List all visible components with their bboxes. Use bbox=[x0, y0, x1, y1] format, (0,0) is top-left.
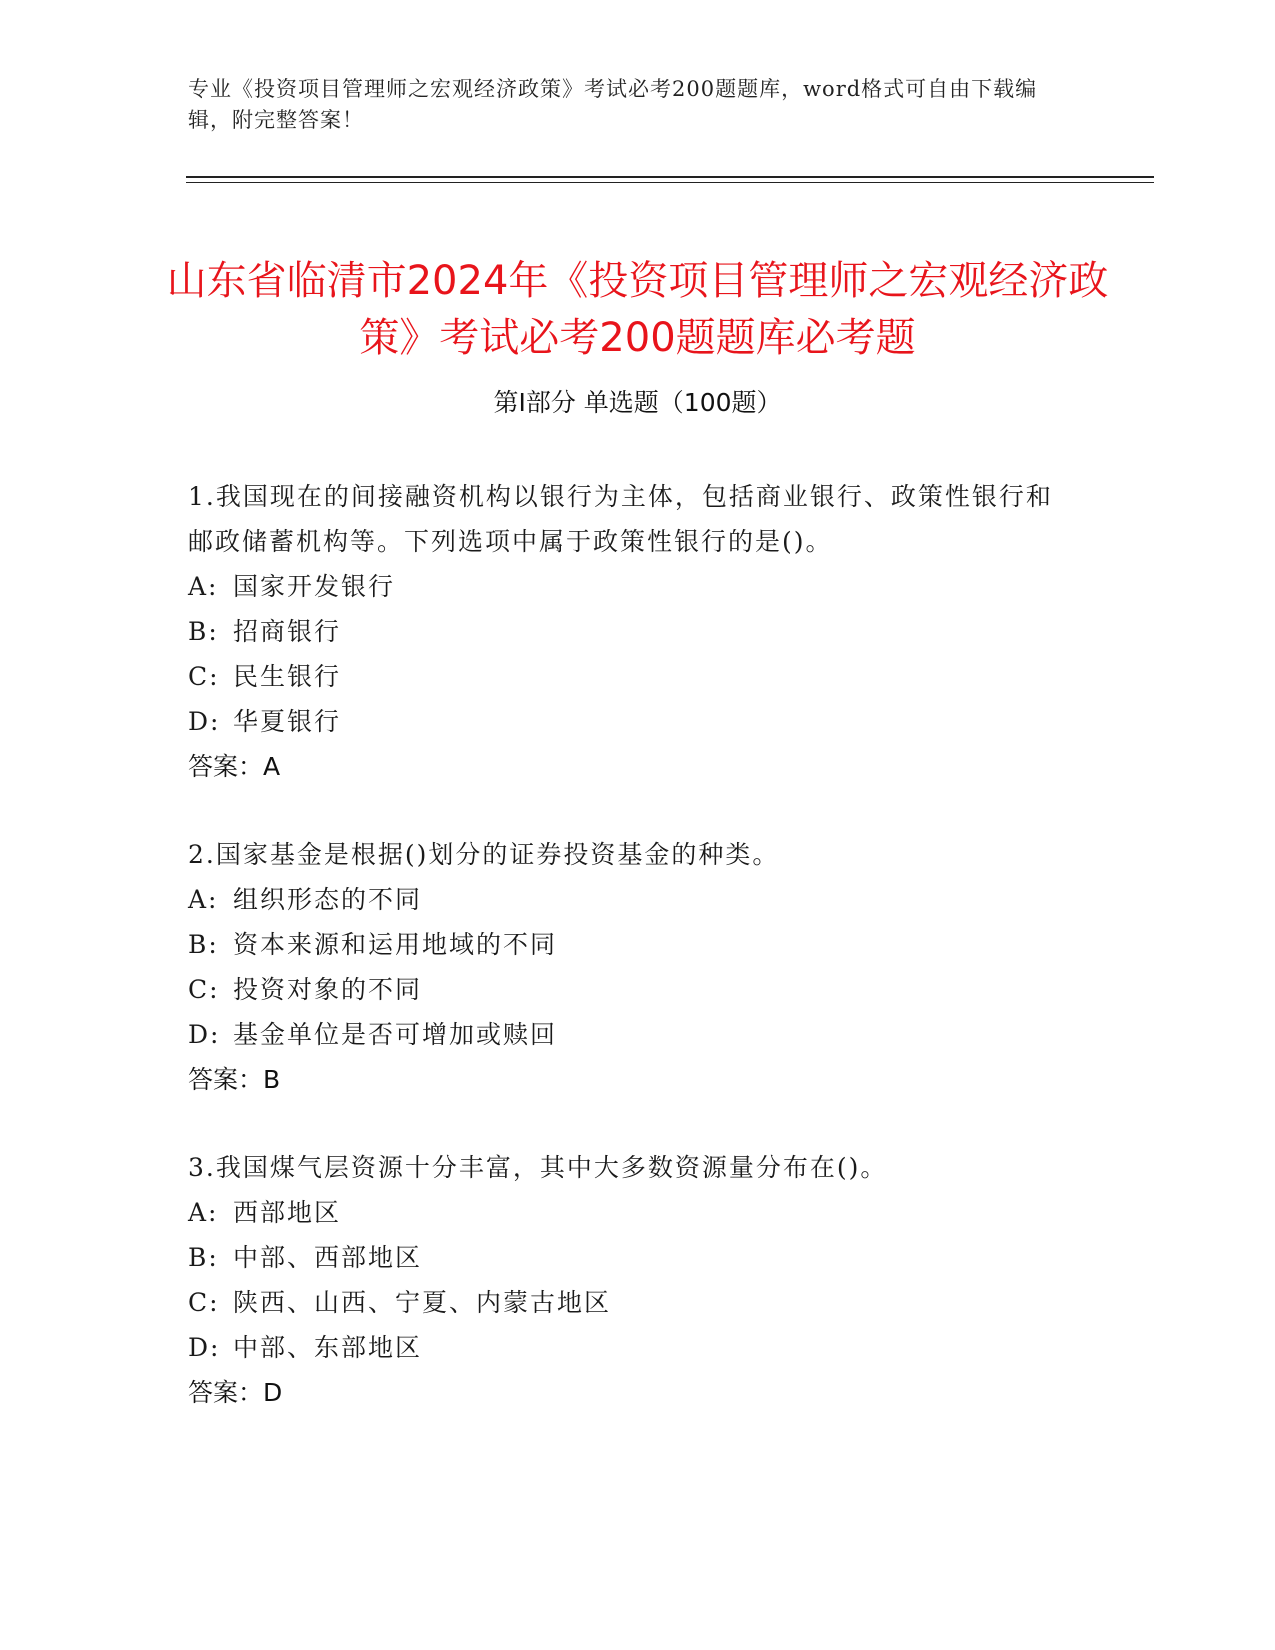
question-1 bbox=[188, 474, 1068, 790]
option-text: 招商银行 bbox=[233, 617, 342, 646]
option-c bbox=[188, 967, 1068, 1012]
option-letter: C: bbox=[188, 662, 220, 691]
option-letter: A: bbox=[188, 572, 219, 601]
document-title: 山东省临清市2024年《投资项目管理师之宏观经济政策》考试必考200题题库必考题 bbox=[166, 257, 1109, 361]
option-letter: D: bbox=[188, 1020, 221, 1049]
header-divider-thin bbox=[186, 182, 1154, 183]
option-a bbox=[188, 1190, 1068, 1235]
option-text: 华夏银行 bbox=[233, 707, 342, 736]
option-letter: C: bbox=[188, 975, 220, 1004]
option-b bbox=[188, 1235, 1068, 1280]
option-text: 国家开发银行 bbox=[233, 572, 396, 601]
option-text: 民生银行 bbox=[233, 662, 342, 691]
option-d bbox=[188, 1325, 1068, 1370]
option-letter: B: bbox=[188, 930, 219, 959]
option-text: 陕西、山西、宁夏、内蒙古地区 bbox=[233, 1288, 612, 1317]
question-list bbox=[188, 474, 1068, 1458]
header-note: 专业《投资项目管理师之宏观经济政策》考试必考200题题库，word格式可自由下载编辑，附完整答案！ bbox=[188, 77, 1038, 132]
option-d bbox=[188, 699, 1068, 744]
option-letter: C: bbox=[188, 1288, 220, 1317]
option-text: 中部、西部地区 bbox=[233, 1243, 423, 1272]
question-3 bbox=[188, 1145, 1068, 1416]
answer-line: 答案：B bbox=[188, 1065, 281, 1094]
question-stem: 2.国家基金是根据()划分的证券投资基金的种类。 bbox=[188, 840, 780, 869]
option-text: 投资对象的不同 bbox=[233, 975, 423, 1004]
option-text: 资本来源和运用地域的不同 bbox=[233, 930, 558, 959]
option-letter: A: bbox=[188, 1198, 219, 1227]
option-a bbox=[188, 564, 1068, 609]
option-letter: B: bbox=[188, 617, 219, 646]
answer-line: 答案：D bbox=[188, 1378, 283, 1407]
option-letter: D: bbox=[188, 1333, 221, 1362]
option-a bbox=[188, 877, 1068, 922]
question-stem: 1.我国现在的间接融资机构以银行为主体，包括商业银行、政策性银行和邮政储蓄机构等。下列选项中属于政策性银行的是()。 bbox=[188, 482, 1053, 556]
option-c bbox=[188, 654, 1068, 699]
option-text: 组织形态的不同 bbox=[233, 885, 423, 914]
section-title: 第Ⅰ部分 单选题（100题） bbox=[493, 388, 782, 417]
option-b bbox=[188, 609, 1068, 654]
option-d bbox=[188, 1012, 1068, 1057]
option-c bbox=[188, 1280, 1068, 1325]
question-stem: 3.我国煤气层资源十分丰富，其中大多数资源量分布在()。 bbox=[188, 1153, 888, 1182]
option-letter: D: bbox=[188, 707, 221, 736]
option-b bbox=[188, 922, 1068, 967]
header-divider-thick bbox=[186, 176, 1154, 178]
option-letter: A: bbox=[188, 885, 219, 914]
option-letter: B: bbox=[188, 1243, 219, 1272]
question-2 bbox=[188, 832, 1068, 1103]
option-text: 西部地区 bbox=[233, 1198, 342, 1227]
option-text: 基金单位是否可增加或赎回 bbox=[233, 1020, 558, 1049]
answer-line: 答案：A bbox=[188, 752, 281, 781]
option-text: 中部、东部地区 bbox=[233, 1333, 423, 1362]
